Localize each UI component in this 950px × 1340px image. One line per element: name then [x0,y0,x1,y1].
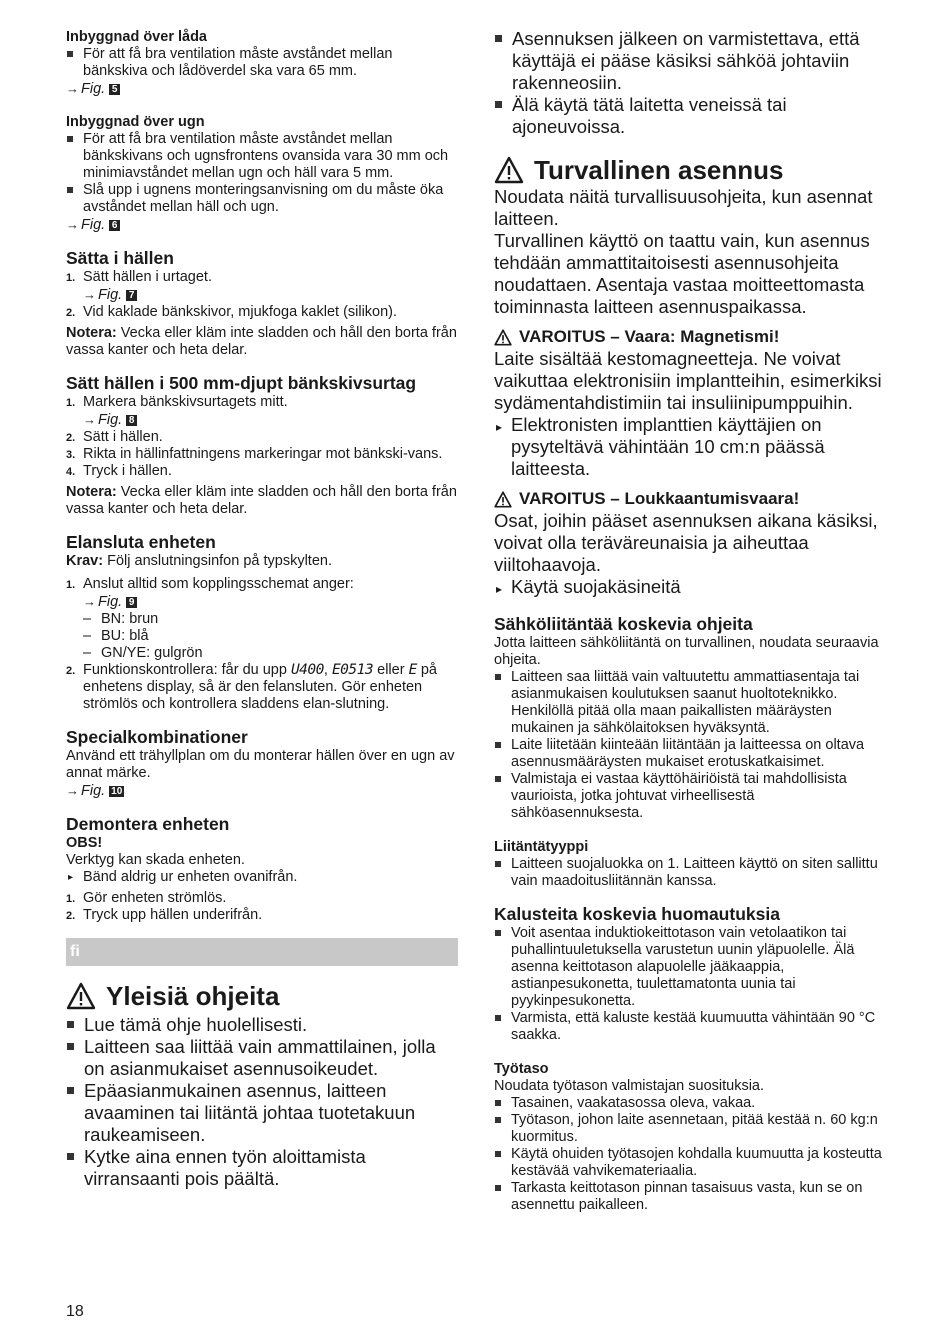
paragraph: Laite sisältää kestomagneetteja. Ne voivat vaikuttaa elektronisiin implantteihin, esimerkiksi sydämentahdistimiin tai insuliinipumppuihin. [494,348,882,413]
list-liitantatyyppi [494,856,890,890]
list-item: 2. Funktionskontrollera: får du upp U400, E0513 eller E på enhetens display, så är den felansluten. Gör enheten strömlös och kontrollera sladdens elan-slutning. [66,662,437,712]
section-title-500mm: Sätt hällen i 500 mm-djupt bänkskivsurtag [66,373,417,393]
section-title-yleisia: Yleisiä ohjeita [66,980,458,1012]
list-item: Tasainen, vaakatasossa oleva, vakaa. [494,1095,890,1112]
figure-number-badge: 7 [126,290,137,301]
arrow-right-icon: → [83,594,96,609]
triangle-bullet-icon: ▸ [496,420,503,434]
list-item: Käytä ohuiden työtasojen kohdalla kuumuutta ja kosteutta kestävää vahvikemateriaalia. [494,1146,890,1180]
list-item: 1. Sätt hällen i urtaget. → Fig. 7 [66,269,458,304]
arrow-right-icon: → [83,412,96,427]
list-sahkoliitanta [494,669,890,822]
list-item: Laitteen suojaluokka on 1. Laitteen käyttö on siten sallittu vain maadoitusliitännän kanssa. [494,856,890,890]
arrow-right-icon: → [66,783,79,798]
list-item: 4. Tryck i hällen. [66,463,172,479]
list-item: Työtason, johon laite asennetaan, pitää kestää n. 60 kg:n kuormitus. [494,1112,890,1146]
figure-number-badge: 8 [126,415,137,426]
list-inbyggnad-lada [66,46,458,80]
triangle-bullet-icon: ▸ [496,582,503,596]
list-item: 1. Anslut alltid som kopplingsschemat anger: → Fig. 9 – BN: brun – BU: blå – GN/YE: gulgrön [66,576,458,662]
list-item: – BN: brun [83,611,458,628]
caution-text: Verktyg kan skada enheten. [66,852,245,868]
section-title-turvallinen: Turvallinen asennus [494,154,890,186]
fig-reference: → Fig. 6 [66,216,458,234]
warning-triangle-icon [494,329,512,346]
list-item: Lue tämä ohje huolellisesti. [66,1014,458,1036]
steps-demontera [66,890,458,924]
language-bar [66,938,458,966]
list-item: Varmista, että kaluste kestää kuumuutta vähintään 90 °C saakka. [494,1010,890,1044]
list-item: Valmistaja ei vastaa käyttöhäiriöistä tai mahdollisista vaurioista, jotka johtuvat virheellisestä sähköasennuksesta. [494,771,890,822]
list-item: 3. Rikta in hällinfattningens markeringar mot bänkski-vans. [66,446,443,462]
action-item: ▸ Elektronisten implanttien käyttäjien on pysyteltävä vähintään 10 cm:n päässä laitteesta. [496,414,825,479]
list-item: 2. Tryck upp hällen underifrån. [66,907,263,923]
list-item: 1. Markera bänkskivsurtagets mitt. → Fig. 8 [66,394,458,429]
list-item: Laitteen saa liittää vain ammattilainen, jolla on asianmukaiset asennusoikeudet. [66,1036,458,1080]
section-title-demontera: Demontera enheten [66,814,230,834]
list-item: Voit asentaa induktiokeittotason vain vetolaatikon tai puhallintuuletuksella varustetun uunin yläpuolelle. Älä asenna keittotason alapuolelle jääkaappia, astianpesukonetta, tuulettamatonta uunia tai pyykinpesukonetta. [494,925,890,1010]
language-code: fi [70,943,80,960]
section-title-specialkombinationer: Specialkombinationer [66,727,248,747]
note: Notera: Vecka eller kläm inte sladden och håll den borta från vassa kanter och heta delar. [66,484,457,517]
right-column [494,28,890,1214]
fig-reference: → Fig. 9 [83,593,458,611]
list-item: Tarkasta keittotason pinnan tasaisuus vasta, kun se on asennettu paikalleen. [494,1180,890,1214]
warning-triangle-icon [494,156,524,184]
display-code: U400 [290,662,324,678]
figure-number-badge: 10 [111,786,123,797]
steps-500mm [66,394,458,480]
list-item: För att få bra ventilation måste avståndet mellan bänkskivans och ugnsfrontens ovansida vara 30 mm och minimiavståndet mellan ugn och häll vara 5 mm. [66,131,458,182]
list-item: 1. Gör enheten strömlös. [66,890,227,906]
action-item: ▸ Käytä suojakäsineitä [494,576,890,598]
list-item: För att få bra ventilation måste avståndet mellan bänkskiva och lådöverdel ska vara 65 mm. [66,46,458,80]
list-tyotaso [494,1095,890,1214]
figure-number-badge: 5 [109,84,120,95]
warning-triangle-icon [494,491,512,508]
figure-number-badge: 6 [109,220,120,231]
display-code: E [408,662,417,678]
action-item: ▸ Bänd aldrig ur enheten ovanifrån. [68,869,298,885]
arrow-right-icon: → [83,287,96,302]
steps-satta-i-hallen [66,269,458,321]
list-item: Asennuksen jälkeen on varmistettava, että käyttäjä ei pääse käsiksi sähköä johtaviin rakenneosiin. [494,28,890,94]
paragraph: Noudata näitä turvallisuusohjeita, kun asennat laitteen. [494,186,873,229]
wire-list [83,611,458,662]
list-item: – BU: blå [83,628,458,645]
list-item: 2. Sätt i hällen. [66,429,163,445]
section-title-liitantatyyppi: Liitäntätyyppi [494,839,589,855]
list-kalusteita [494,925,890,1044]
note: Notera: Vecka eller kläm inte sladden och håll den borta från vassa kanter och heta delar. [66,325,457,358]
section-title-satta-i-hallen: Sätta i hällen [66,248,174,268]
arrow-right-icon: → [66,81,79,96]
list-inbyggnad-ugn [66,131,458,216]
list-item: Kytke aina ennen työn aloittamista virransaanti pois päältä. [66,1146,458,1190]
paragraph: Noudata työtason valmistajan suosituksia. [494,1078,765,1094]
paragraph: Jotta laitteen sähköliitäntä on turvallinen, noudata seuraavia ohjeita. [494,635,879,668]
display-code: E0513 [331,662,374,678]
left-column [66,28,458,1190]
figure-number-badge: 9 [126,597,137,608]
steps-elansluta [66,576,458,713]
paragraph: Turvallinen käyttö on taattu vain, kun asennus tehdään ammattitaitoisesti asennusohjeita noudattaen. Asentaja vastaa moitteettomasta toiminnasta laitteen asennuspaikassa. [494,230,870,317]
section-title-tyotaso: Työtaso [494,1061,549,1077]
arrow-right-icon: → [66,217,79,232]
section-title-inbyggnad-ugn: Inbyggnad över ugn [66,114,205,130]
list-item: Epäasianmukainen asennus, laitteen avaaminen tai liitäntä johtaa tuotetakuun raukeamiseen. [66,1080,458,1146]
list-item: Slå upp i ugnens monteringsanvisning om du måste öka avståndet mellan häll och ugn. [66,182,458,216]
list-item: Laite liitetään kiinteään liitäntään ja laitteessa on oltava asennusmääräysten mukaiset erotuskatkaisimet. [494,737,890,771]
list-item: 2. Vid kaklade bänkskivor, mjukfoga kaklet (silikon). [66,304,398,320]
list-yleisia [66,1014,458,1190]
section-title-elansluta: Elansluta enheten [66,532,216,552]
warning-triangle-icon [66,982,96,1010]
fig-reference: → Fig. 8 [83,411,458,429]
section-title-inbyggnad-lada: Inbyggnad över låda [66,29,207,45]
requirement: Krav: Följ anslutningsinfon på typskylten. [66,553,332,569]
page-number: 18 [66,1303,84,1320]
section-title-kalusteita: Kalusteita koskevia huomautuksia [494,904,780,924]
fig-reference: → Fig. 5 [66,80,458,98]
list-item: Laitteen saa liittää vain valtuutettu ammattiasentaja tai asianmukaisen koulutuksen saanut huoltoteknikko. Henkilöllä pitää olla maan paikallisten määräysten mukainen ja sähkölaitoksen hyväksyntä. [494,669,890,737]
paragraph: Använd ett trähyllplan om du monterar hällen över en ugn av annat märke. [66,748,455,781]
caution-label: OBS! [66,835,103,851]
fig-reference: → Fig. 7 [83,286,458,304]
warning-title-loukkaantumis: VAROITUS – Loukkaantumisvaara! [494,488,890,510]
paragraph: Osat, joihin pääset asennuksen aikana käsiksi, voivat olla teräväreunaisia ja aiheuttaa viiltohaavoja. [494,510,878,575]
warning-title-magnetismi: VAROITUS – Vaara: Magnetismi! [494,326,890,348]
list-top [494,28,890,138]
list-item: – GN/YE: gulgrön [83,645,458,662]
section-title-sahkoliitanta: Sähköliitäntää koskevia ohjeita [494,614,753,634]
triangle-bullet-icon: ▸ [68,872,74,883]
list-item: Älä käytä tätä laitetta veneissä tai ajoneuvoissa. [494,94,890,138]
fig-reference: → Fig. 10 [66,783,123,799]
